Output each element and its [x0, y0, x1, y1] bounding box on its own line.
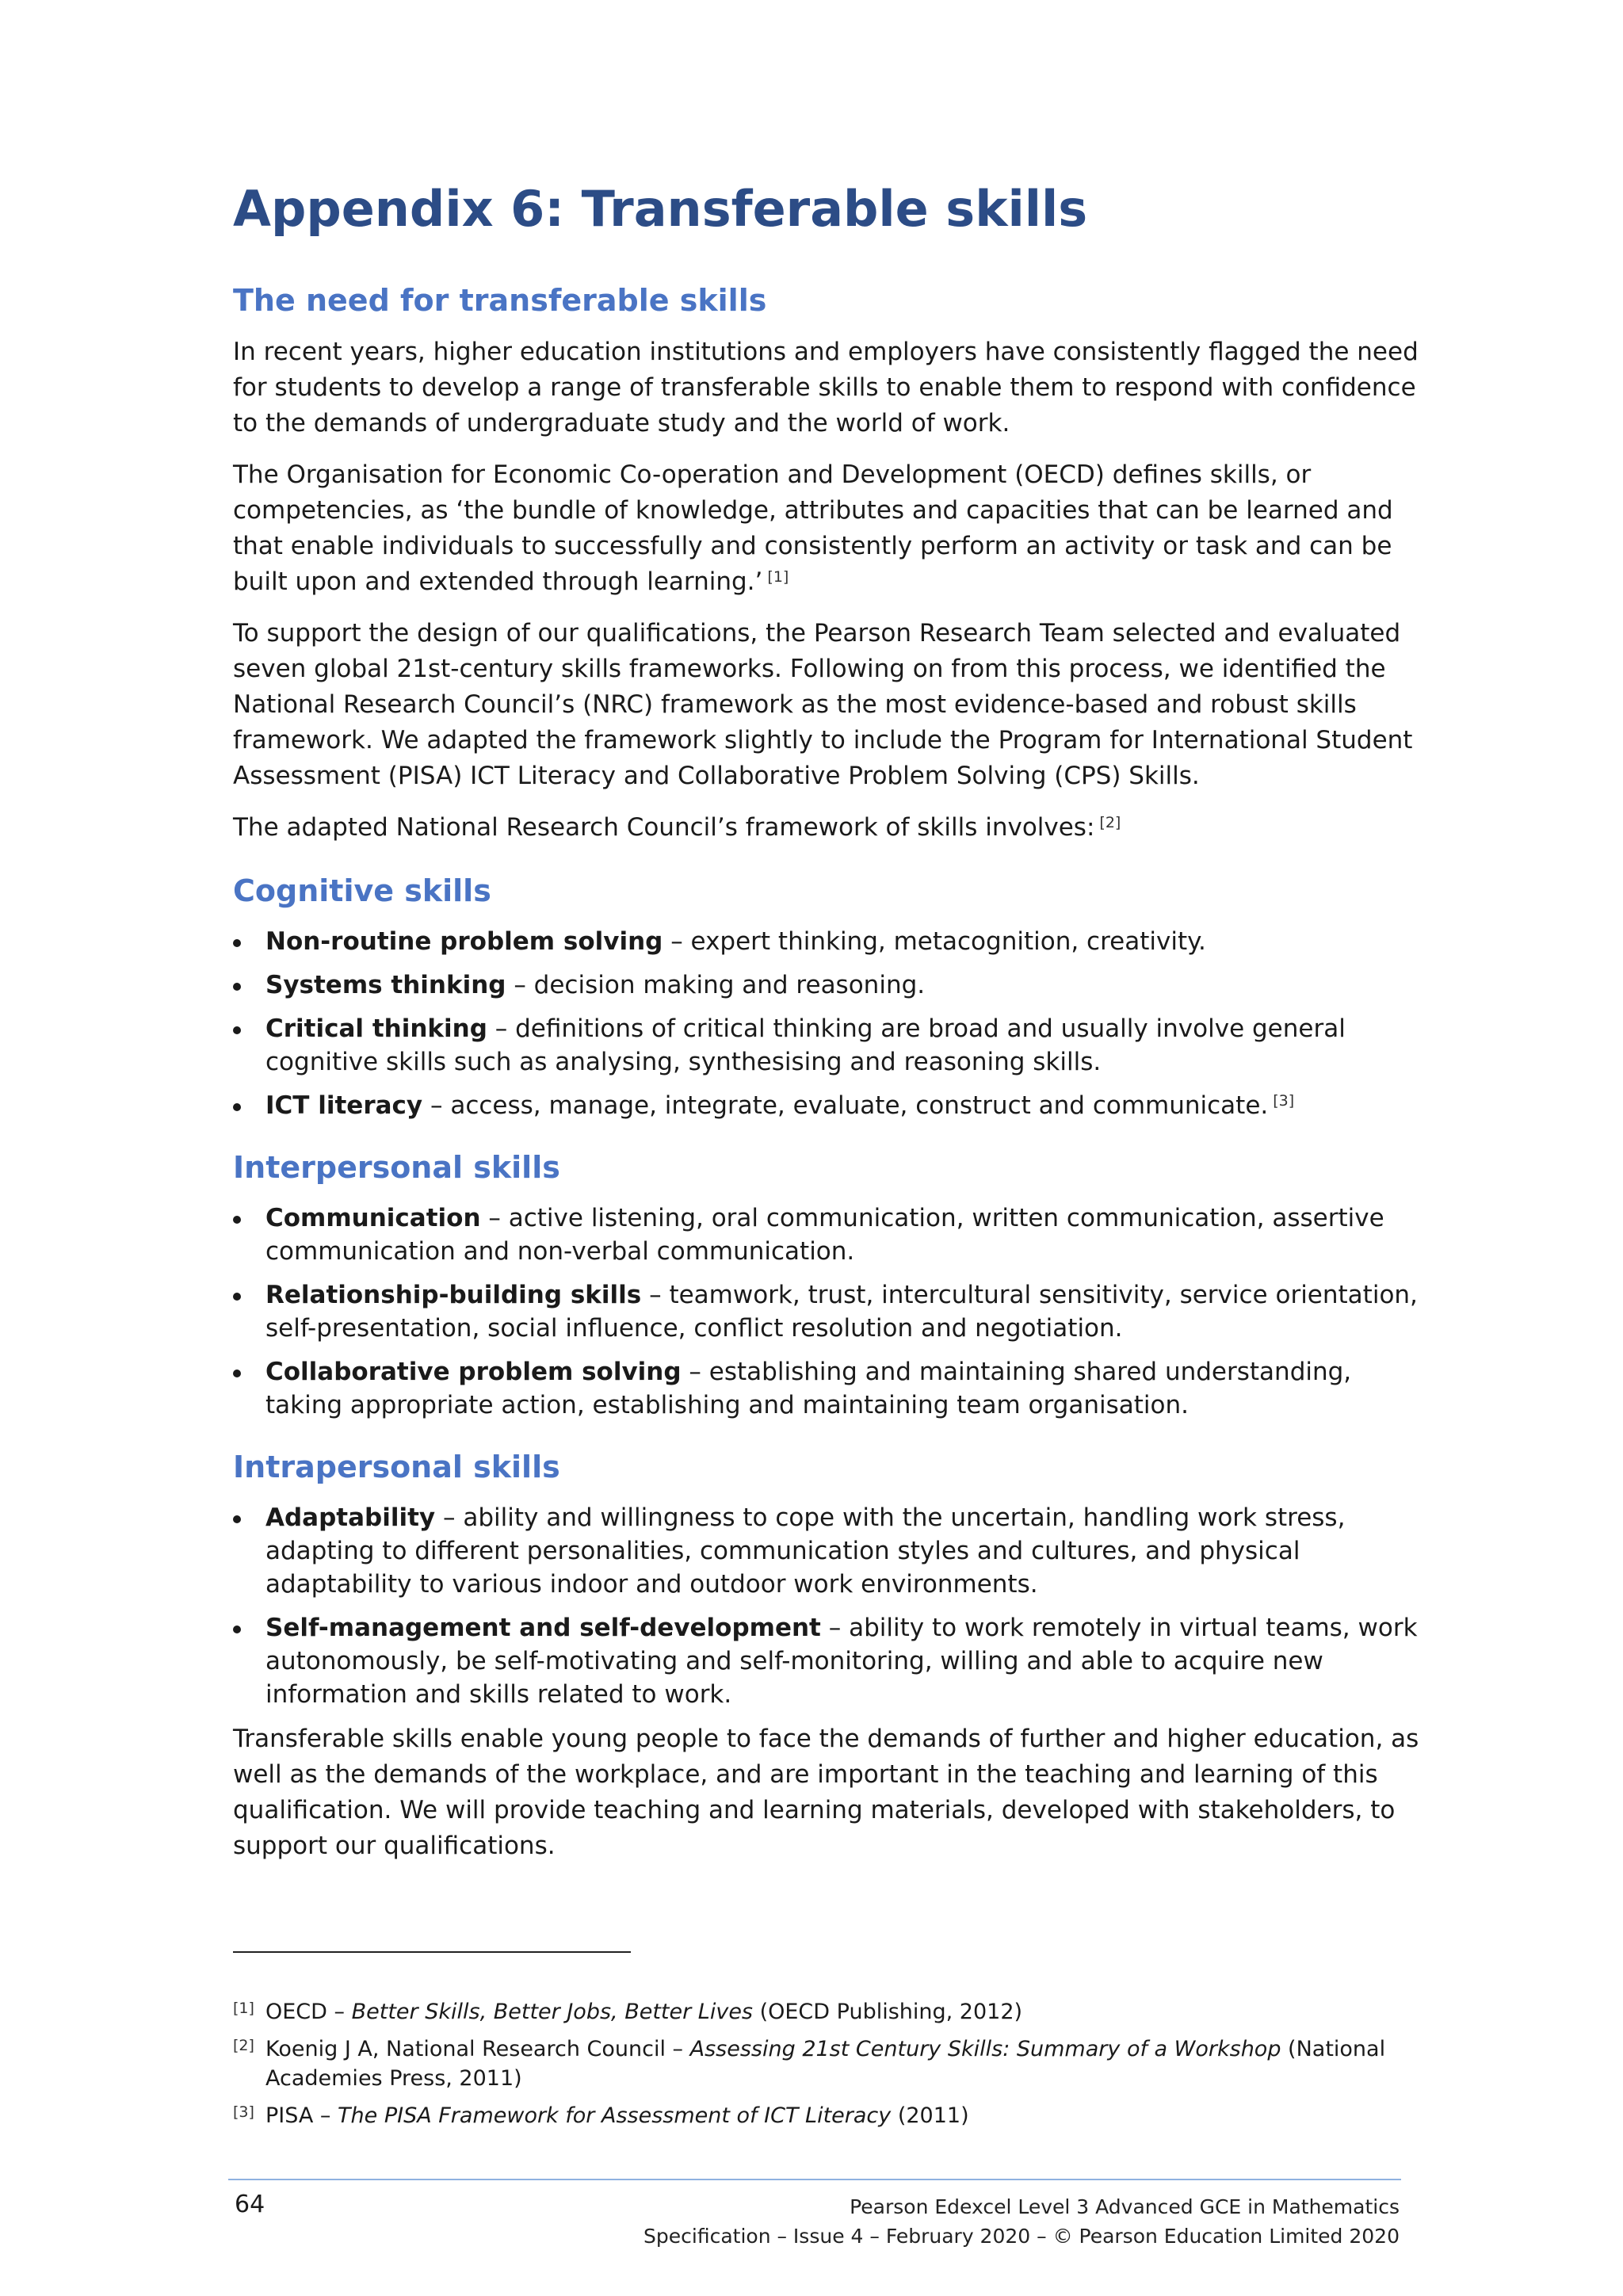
- skill-description: – ability and willingness to cope with the uncertain, handling work stress, adapting to different personalities, communication styles and cultures, and physical adaptability to various indoor and outdoor work environments.: [265, 1503, 1346, 1599]
- footnote: [233, 2101, 1453, 2130]
- footnote-number: [3]: [233, 2103, 254, 2121]
- bullet-icon: [233, 983, 241, 991]
- bullet-icon: [233, 1370, 241, 1377]
- footer-line-issue: Specification – Issue 4 – February 2020 – © Pearson Education Limited 2020: [643, 2225, 1400, 2248]
- list-item: [233, 1089, 1422, 1122]
- main-content: [233, 176, 1422, 1880]
- list-item: [233, 1355, 1422, 1422]
- footnote-divider: [233, 1951, 631, 1953]
- list-item: [233, 1012, 1422, 1079]
- footnote-number: [2]: [233, 2037, 254, 2054]
- footnote-author: Koenig J A, National Research Council –: [265, 2037, 690, 2061]
- footnote-title: The PISA Framework for Assessment of ICT Literacy: [338, 2103, 892, 2128]
- page-number: 64: [235, 2191, 265, 2218]
- bullet-icon: [233, 1216, 241, 1224]
- footer-divider: [228, 2179, 1401, 2180]
- bullet-icon: [233, 1626, 241, 1633]
- bullet-icon: [233, 1026, 241, 1034]
- footer-line-publication: Pearson Edexcel Level 3 Advanced GCE in Mathematics: [850, 2195, 1400, 2218]
- skill-term: Communication: [265, 1204, 481, 1232]
- footnote: [233, 1997, 1453, 2027]
- list-item: [233, 1501, 1422, 1601]
- paragraph-framework: [233, 810, 1422, 846]
- footnote-ref-3[interactable]: [3]: [1273, 1092, 1295, 1110]
- section-heading-cognitive: Cognitive skills: [233, 873, 491, 908]
- skill-description: – access, manage, integrate, evaluate, construct and communicate.: [422, 1091, 1269, 1120]
- skill-term: Adaptability: [265, 1503, 436, 1532]
- skill-term: ICT literacy: [265, 1091, 423, 1120]
- paragraph-research: To support the design of our qualifications, the Pearson Research Team selected and evaluated seven global 21st-century skills frameworks. Following on from this process, we identified the National Research Council’s (NRC) framework as the most evidence-based and robust skills framework. We adapted the framework slightly to include the Program for International Student Assessment (PISA) ICT Literacy and Collaborative Problem Solving (CPS) Skills.: [233, 619, 1413, 790]
- paragraph-framework-text: The adapted National Research Council’s framework of skills involves:: [233, 813, 1095, 842]
- footnote-publisher: (OECD Publishing, 2012): [753, 2000, 1023, 2024]
- bullet-icon: [233, 1515, 241, 1523]
- paragraph-oecd-text: The Organisation for Economic Co-operation and Development (OECD) defines skills, or competencies, as ‘the bundle of knowledge, attributes and capacities that can be learned and that enable individuals to successfully and consistently perform an activity or task and can be built upon and extended through learning.’: [233, 460, 1393, 596]
- list-item: [233, 968, 1422, 1002]
- footer-text: [528, 2192, 1400, 2251]
- skill-term: Systems thinking: [265, 971, 506, 999]
- cognitive-skills-list: [233, 925, 1422, 1122]
- section-heading-interpersonal: Interpersonal skills: [233, 1150, 560, 1185]
- paragraph-closing: Transferable skills enable young people to face the demands of further and higher education, as well as the demands of the workplace, and are important in the teaching and learning of this qualification. We will provide teaching and learning materials, developed with stakeholders, to support our qualifications.: [233, 1725, 1419, 1860]
- skill-description: – expert thinking, metacognition, creativity.: [663, 927, 1206, 956]
- section-heading-need: The need for transferable skills: [233, 283, 767, 318]
- intrapersonal-skills-list: [233, 1501, 1422, 1711]
- skill-term: Collaborative problem solving: [265, 1358, 682, 1386]
- footnote-publisher: (National Academies Press, 2011): [265, 2037, 1386, 2091]
- paragraph-intro: In recent years, higher education institutions and employers have consistently flagged the need for students to develop a range of transferable skills to enable them to respond with confidence to the demands of undergraduate study and the world of work.: [233, 338, 1419, 437]
- footnote-author: PISA –: [265, 2103, 338, 2128]
- footnote-title: Better Skills, Better Jobs, Better Lives: [351, 2000, 753, 2024]
- footnote-author: OECD –: [265, 2000, 352, 2024]
- section-heading-intrapersonal: Intrapersonal skills: [233, 1450, 560, 1484]
- bullet-icon: [233, 1103, 241, 1111]
- footnote: [233, 2034, 1453, 2093]
- list-item: [233, 1611, 1422, 1711]
- footnote-ref-2[interactable]: [2]: [1099, 814, 1121, 831]
- skill-description: – establishing and maintaining shared understanding, taking appropriate action, establishing and maintaining team organisation.: [265, 1358, 1352, 1419]
- skill-description: – ability to work remotely in virtual teams, work autonomously, be self-motivating and self-monitoring, willing and able to acquire new information and skills related to work.: [265, 1614, 1418, 1709]
- skill-description: – teamwork, trust, intercultural sensitivity, service orientation, self-presentation, social influence, conflict resolution and negotiation.: [265, 1281, 1418, 1343]
- bullet-icon: [233, 1293, 241, 1301]
- footnote-number: [1]: [233, 2000, 254, 2017]
- skill-term: Non-routine problem solving: [265, 927, 663, 956]
- footnote-title: Assessing 21st Century Skills: Summary of a Workshop: [689, 2037, 1281, 2061]
- interpersonal-skills-list: [233, 1201, 1422, 1422]
- list-item: [233, 1201, 1422, 1268]
- list-item: [233, 925, 1422, 958]
- skill-term: Critical thinking: [265, 1014, 487, 1043]
- skill-term: Relationship-building skills: [265, 1281, 642, 1309]
- bullet-icon: [233, 939, 241, 947]
- skill-term: Self-management and self-development: [265, 1614, 821, 1642]
- paragraph-oecd: [233, 457, 1422, 600]
- skill-description: – decision making and reasoning.: [506, 971, 926, 999]
- skill-description: – definitions of critical thinking are broad and usually involve general cognitive skills such as analysing, synthesising and reasoning skills.: [265, 1014, 1346, 1076]
- skill-description: – active listening, oral communication, written communication, assertive communication and non-verbal communication.: [265, 1204, 1384, 1266]
- list-item: [233, 1278, 1422, 1345]
- footnote-publisher: (2011): [891, 2103, 969, 2128]
- footnote-ref-1[interactable]: [1]: [767, 568, 789, 586]
- footnotes: [233, 1997, 1453, 2138]
- page-title: Appendix 6: Transferable skills: [233, 180, 1088, 238]
